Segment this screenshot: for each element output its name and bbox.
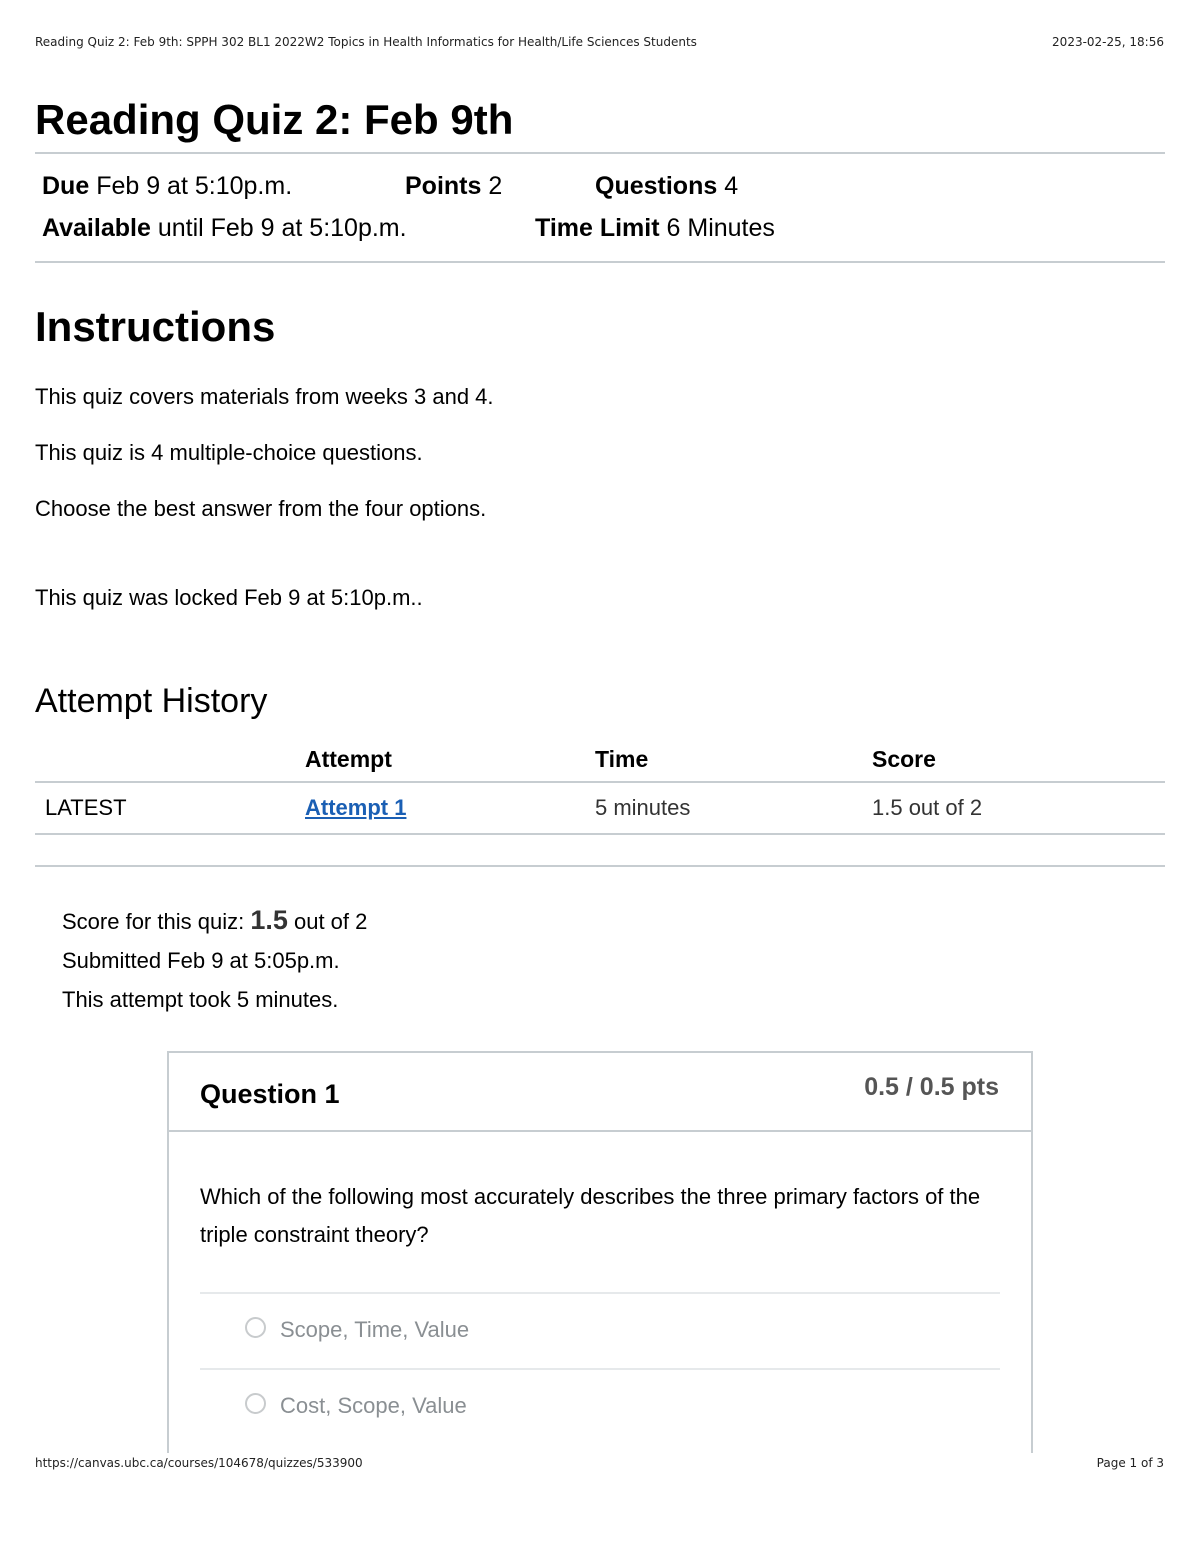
question-points: 0.5 / 0.5 pts [864,1073,999,1101]
column-header-time: Time [585,737,862,782]
available-value: until Feb 9 at 5:10p.m. [157,214,407,242]
available-label: Available [42,214,151,242]
score-value: 1.5 [250,905,288,935]
instructions-heading: Instructions [35,303,276,350]
answer-label: Cost, Scope, Value [280,1393,467,1418]
divider [35,865,1165,867]
points-label: Points [405,172,482,200]
due-label: Due [42,172,90,200]
page-number: Page 1 of 3 [1096,1456,1164,1470]
table-header-row [35,737,1165,782]
answer-label: Scope, Time, Value [280,1317,470,1342]
page-title: Reading Quiz 2: Feb 9th [35,96,514,143]
radio-icon [245,1317,266,1338]
attempt-cell [295,782,585,834]
meta-row-1 [42,165,1165,207]
question-1-card [167,1051,1033,1453]
print-header [35,35,1164,49]
time-limit-info [535,207,775,249]
attempt-history-heading: Attempt History [35,682,268,720]
due-value: Feb 9 at 5:10p.m. [96,172,293,200]
attempt-1-link[interactable]: Attempt 1 [305,795,407,820]
instructions-paragraph: This quiz covers materials from weeks 3 and 4. [35,384,494,409]
quiz-meta [35,154,1165,261]
points-value: 2 [488,172,503,200]
score-prefix: Score for this quiz: [62,909,251,934]
time-limit-label: Time Limit [535,214,660,242]
time-cell: 5 minutes [585,782,862,834]
instructions-body [35,383,1165,612]
attempt-summary [62,901,1165,1019]
question-title: Question 1 [200,1079,340,1109]
instructions-paragraph: Choose the best answer from the four options. [35,496,487,521]
question-text: Which of the following most accurately describes the three primary factors of the triple constraint theory? [200,1184,981,1247]
instructions-paragraph: This quiz is 4 multiple-choice questions. [35,440,423,465]
duration-line: This attempt took 5 minutes. [62,987,339,1012]
answer-option [200,1292,1000,1368]
available-info [42,207,535,249]
print-header-timestamp: 2023-02-25, 18:56 [1052,35,1164,49]
table-row [35,782,1165,834]
column-header-score: Score [862,737,1165,782]
questions-value: 4 [724,172,739,200]
due-info [42,165,405,207]
lock-notice: This quiz was locked Feb 9 at 5:10p.m.. [35,585,423,610]
column-header-attempt: Attempt [295,737,585,782]
divider [35,261,1165,263]
score-suffix: out of 2 [287,909,368,934]
print-header-title: Reading Quiz 2: Feb 9th: SPPH 302 BL1 2022W2 Topics in Health Informatics for Health/Life Sciences Students [35,35,697,49]
quiz-content [35,88,1165,1418]
question-header [169,1053,1031,1132]
radio-icon [245,1393,266,1414]
answer-list [200,1292,1000,1444]
points-info [405,165,595,207]
column-header-blank [35,737,295,782]
page-url: https://canvas.ubc.ca/courses/104678/quizzes/533900 [35,1456,363,1470]
submitted-line: Submitted Feb 9 at 5:05p.m. [62,948,340,973]
questions-info [595,165,738,207]
questions-label: Questions [595,172,718,200]
quiz-score-line [62,901,1165,941]
attempt-history-table [35,737,1165,835]
latest-label: LATEST [35,782,295,834]
time-limit-value: 6 Minutes [666,214,775,242]
score-cell: 1.5 out of 2 [862,782,1165,834]
print-footer [35,1456,1164,1470]
answer-option [200,1368,1000,1444]
meta-row-2 [42,207,1165,249]
